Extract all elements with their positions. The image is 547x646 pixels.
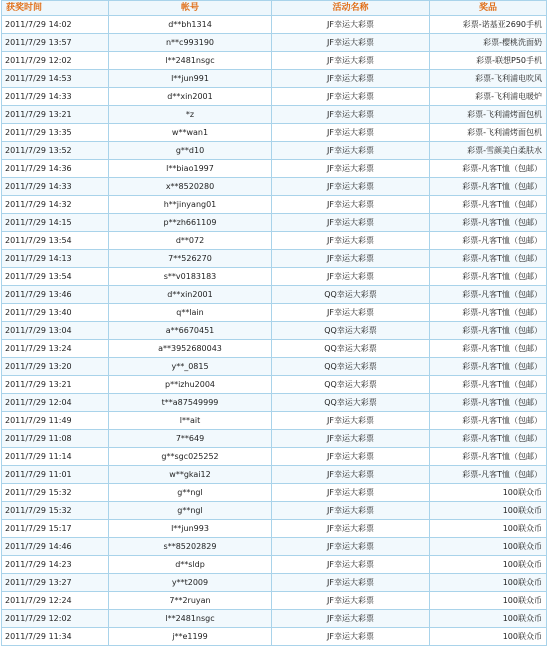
cell-time: 2011/7/29 11:34: [2, 628, 109, 646]
cell-prize: 彩票-凡客T恤（包邮）: [430, 304, 547, 322]
cell-prize: 100联众币: [430, 574, 547, 592]
cell-account: x**8520280: [109, 178, 272, 196]
cell-prize: 彩票-凡客T恤（包邮）: [430, 322, 547, 340]
cell-account: a**6670451: [109, 322, 272, 340]
cell-account: 7**526270: [109, 250, 272, 268]
cell-account: d**xin2001: [109, 88, 272, 106]
cell-prize: 彩票-凡客T恤（包邮）: [430, 394, 547, 412]
cell-prize: 100联众币: [430, 556, 547, 574]
cell-prize: 彩票-凡客T恤（包邮）: [430, 466, 547, 484]
cell-time: 2011/7/29 13:04: [2, 322, 109, 340]
cell-prize: 彩票-凡客T恤（包邮）: [430, 178, 547, 196]
cell-prize: 彩票-凡客T恤（包邮）: [430, 358, 547, 376]
table-row: [2, 196, 547, 214]
cell-time: 2011/7/29 12:02: [2, 52, 109, 70]
header-time: 获奖时间: [2, 1, 109, 16]
cell-account: y**_0815: [109, 358, 272, 376]
table-row: [2, 34, 547, 52]
table-row: [2, 574, 547, 592]
cell-activity: JF幸运大彩票: [272, 592, 430, 610]
cell-time: 2011/7/29 11:08: [2, 430, 109, 448]
cell-activity: JF幸运大彩票: [272, 142, 430, 160]
cell-time: 2011/7/29 14:36: [2, 160, 109, 178]
cell-account: p**izhu2004: [109, 376, 272, 394]
table-row: [2, 106, 547, 124]
cell-activity: QQ幸运大彩票: [272, 376, 430, 394]
cell-account: l**2481nsgc: [109, 52, 272, 70]
cell-account: g**ngl: [109, 502, 272, 520]
cell-time: 2011/7/29 13:54: [2, 268, 109, 286]
cell-activity: JF幸运大彩票: [272, 304, 430, 322]
table-row: [2, 340, 547, 358]
cell-activity: JF幸运大彩票: [272, 88, 430, 106]
cell-account: n**c993190: [109, 34, 272, 52]
header-prize: 奖品: [430, 1, 547, 16]
cell-time: 2011/7/29 13:21: [2, 106, 109, 124]
cell-activity: JF幸运大彩票: [272, 16, 430, 34]
cell-prize: 彩票-雪颜美白柔肤水: [430, 142, 547, 160]
cell-time: 2011/7/29 14:13: [2, 250, 109, 268]
table-row: [2, 16, 547, 34]
table-row: [2, 466, 547, 484]
cell-activity: JF幸运大彩票: [272, 430, 430, 448]
cell-time: 2011/7/29 15:32: [2, 502, 109, 520]
table-row: [2, 70, 547, 88]
cell-time: 2011/7/29 13:57: [2, 34, 109, 52]
cell-prize: 彩票-飞利浦电暖炉: [430, 88, 547, 106]
cell-prize: 彩票-凡客T恤（包邮）: [430, 376, 547, 394]
cell-prize: 彩票-樱桃洗面奶: [430, 34, 547, 52]
cell-activity: JF幸运大彩票: [272, 52, 430, 70]
table-row: [2, 484, 547, 502]
cell-activity: JF幸运大彩票: [272, 520, 430, 538]
table-row: [2, 304, 547, 322]
cell-account: l**jun993: [109, 520, 272, 538]
cell-prize: 彩票-凡客T恤（包邮）: [430, 268, 547, 286]
table-row: [2, 160, 547, 178]
cell-activity: JF幸运大彩票: [272, 196, 430, 214]
cell-prize: 彩票-凡客T恤（包邮）: [430, 340, 547, 358]
cell-time: 2011/7/29 15:17: [2, 520, 109, 538]
cell-activity: JF幸运大彩票: [272, 412, 430, 430]
cell-prize: 彩票-诺基亚2690手机: [430, 16, 547, 34]
table-row: [2, 232, 547, 250]
cell-prize: 100联众币: [430, 610, 547, 628]
cell-time: 2011/7/29 14:33: [2, 178, 109, 196]
cell-time: 2011/7/29 14:23: [2, 556, 109, 574]
cell-account: 7**2ruyan: [109, 592, 272, 610]
cell-activity: QQ幸运大彩票: [272, 286, 430, 304]
cell-prize: 彩票-凡客T恤（包邮）: [430, 412, 547, 430]
cell-account: j**e1199: [109, 628, 272, 646]
cell-activity: JF幸运大彩票: [272, 574, 430, 592]
cell-activity: JF幸运大彩票: [272, 610, 430, 628]
cell-activity: JF幸运大彩票: [272, 232, 430, 250]
cell-time: 2011/7/29 13:21: [2, 376, 109, 394]
cell-activity: QQ幸运大彩票: [272, 340, 430, 358]
cell-prize: 彩票-凡客T恤（包邮）: [430, 448, 547, 466]
table-header-row: [2, 1, 547, 16]
table-row: [2, 142, 547, 160]
cell-activity: JF幸运大彩票: [272, 484, 430, 502]
cell-account: d**xin2001: [109, 286, 272, 304]
cell-activity: JF幸运大彩票: [272, 214, 430, 232]
table-row: [2, 628, 547, 646]
cell-activity: JF幸运大彩票: [272, 538, 430, 556]
header-activity: 活动名称: [272, 1, 430, 16]
cell-time: 2011/7/29 13:35: [2, 124, 109, 142]
cell-time: 2011/7/29 13:27: [2, 574, 109, 592]
cell-account: t**a87549999: [109, 394, 272, 412]
cell-prize: 100联众币: [430, 502, 547, 520]
cell-account: l**ait: [109, 412, 272, 430]
cell-account: w**gkai12: [109, 466, 272, 484]
cell-prize: 彩票-飞利浦烤面包机: [430, 124, 547, 142]
cell-account: d**072: [109, 232, 272, 250]
cell-prize: 100联众币: [430, 628, 547, 646]
cell-activity: QQ幸运大彩票: [272, 358, 430, 376]
table-body: [2, 16, 547, 646]
cell-account: w**wan1: [109, 124, 272, 142]
table-row: [2, 250, 547, 268]
cell-account: s**v0183183: [109, 268, 272, 286]
table-row: [2, 178, 547, 196]
cell-activity: QQ幸运大彩票: [272, 322, 430, 340]
cell-time: 2011/7/29 15:32: [2, 484, 109, 502]
table-row: [2, 88, 547, 106]
cell-account: l**jun991: [109, 70, 272, 88]
cell-prize: 100联众币: [430, 520, 547, 538]
table-row: [2, 394, 547, 412]
table-row: [2, 430, 547, 448]
cell-account: q**lain: [109, 304, 272, 322]
table-row: [2, 502, 547, 520]
cell-activity: JF幸运大彩票: [272, 502, 430, 520]
cell-time: 2011/7/29 13:46: [2, 286, 109, 304]
cell-activity: JF幸运大彩票: [272, 70, 430, 88]
cell-activity: JF幸运大彩票: [272, 178, 430, 196]
table-row: [2, 286, 547, 304]
cell-prize: 彩票-凡客T恤（包邮）: [430, 250, 547, 268]
cell-prize: 彩票-凡客T恤（包邮）: [430, 214, 547, 232]
cell-activity: JF幸运大彩票: [272, 448, 430, 466]
cell-time: 2011/7/29 14:32: [2, 196, 109, 214]
table-row: [2, 448, 547, 466]
cell-time: 2011/7/29 13:20: [2, 358, 109, 376]
cell-prize: 彩票-凡客T恤（包邮）: [430, 196, 547, 214]
cell-prize: 100联众币: [430, 592, 547, 610]
table-row: [2, 322, 547, 340]
cell-time: 2011/7/29 14:02: [2, 16, 109, 34]
cell-activity: JF幸运大彩票: [272, 106, 430, 124]
cell-prize: 100联众币: [430, 538, 547, 556]
cell-activity: JF幸运大彩票: [272, 556, 430, 574]
cell-activity: JF幸运大彩票: [272, 628, 430, 646]
table-row: [2, 358, 547, 376]
cell-account: 7**649: [109, 430, 272, 448]
table-row: [2, 52, 547, 70]
winners-table: [1, 0, 547, 646]
cell-time: 2011/7/29 14:33: [2, 88, 109, 106]
cell-time: 2011/7/29 13:40: [2, 304, 109, 322]
cell-time: 2011/7/29 13:52: [2, 142, 109, 160]
cell-prize: 彩票-凡客T恤（包邮）: [430, 160, 547, 178]
cell-time: 2011/7/29 13:54: [2, 232, 109, 250]
cell-time: 2011/7/29 12:02: [2, 610, 109, 628]
cell-time: 2011/7/29 12:24: [2, 592, 109, 610]
cell-activity: QQ幸运大彩票: [272, 394, 430, 412]
cell-account: g**ngl: [109, 484, 272, 502]
cell-time: 2011/7/29 14:46: [2, 538, 109, 556]
cell-activity: JF幸运大彩票: [272, 160, 430, 178]
table-row: [2, 268, 547, 286]
cell-account: l**2481nsgc: [109, 610, 272, 628]
cell-account: a**3952680043: [109, 340, 272, 358]
table-row: [2, 124, 547, 142]
table-row: [2, 610, 547, 628]
cell-prize: 彩票-凡客T恤（包邮）: [430, 232, 547, 250]
cell-account: d**sldp: [109, 556, 272, 574]
cell-prize: 彩票-飞利浦烤面包机: [430, 106, 547, 124]
cell-prize: 彩票-凡客T恤（包邮）: [430, 286, 547, 304]
table-row: [2, 592, 547, 610]
cell-prize: 彩票-联想P50手机: [430, 52, 547, 70]
cell-time: 2011/7/29 11:49: [2, 412, 109, 430]
cell-activity: JF幸运大彩票: [272, 34, 430, 52]
table-row: [2, 538, 547, 556]
cell-time: 2011/7/29 12:04: [2, 394, 109, 412]
cell-prize: 彩票-飞利浦电吹风: [430, 70, 547, 88]
cell-account: g**sgc025252: [109, 448, 272, 466]
cell-account: l**biao1997: [109, 160, 272, 178]
cell-account: y**t2009: [109, 574, 272, 592]
cell-account: d**bh1314: [109, 16, 272, 34]
table-row: [2, 412, 547, 430]
cell-time: 2011/7/29 11:01: [2, 466, 109, 484]
cell-activity: JF幸运大彩票: [272, 466, 430, 484]
header-account: 帐号: [109, 1, 272, 16]
cell-account: *z: [109, 106, 272, 124]
cell-account: g**d10: [109, 142, 272, 160]
cell-activity: JF幸运大彩票: [272, 268, 430, 286]
cell-time: 2011/7/29 14:53: [2, 70, 109, 88]
cell-time: 2011/7/29 14:15: [2, 214, 109, 232]
cell-activity: JF幸运大彩票: [272, 124, 430, 142]
cell-activity: JF幸运大彩票: [272, 250, 430, 268]
cell-time: 2011/7/29 11:14: [2, 448, 109, 466]
table-row: [2, 520, 547, 538]
cell-account: s**85202829: [109, 538, 272, 556]
table-row: [2, 556, 547, 574]
cell-prize: 100联众币: [430, 484, 547, 502]
cell-account: h**jinyang01: [109, 196, 272, 214]
cell-time: 2011/7/29 13:24: [2, 340, 109, 358]
table-row: [2, 214, 547, 232]
table-row: [2, 376, 547, 394]
cell-account: p**zh661109: [109, 214, 272, 232]
cell-prize: 彩票-凡客T恤（包邮）: [430, 430, 547, 448]
